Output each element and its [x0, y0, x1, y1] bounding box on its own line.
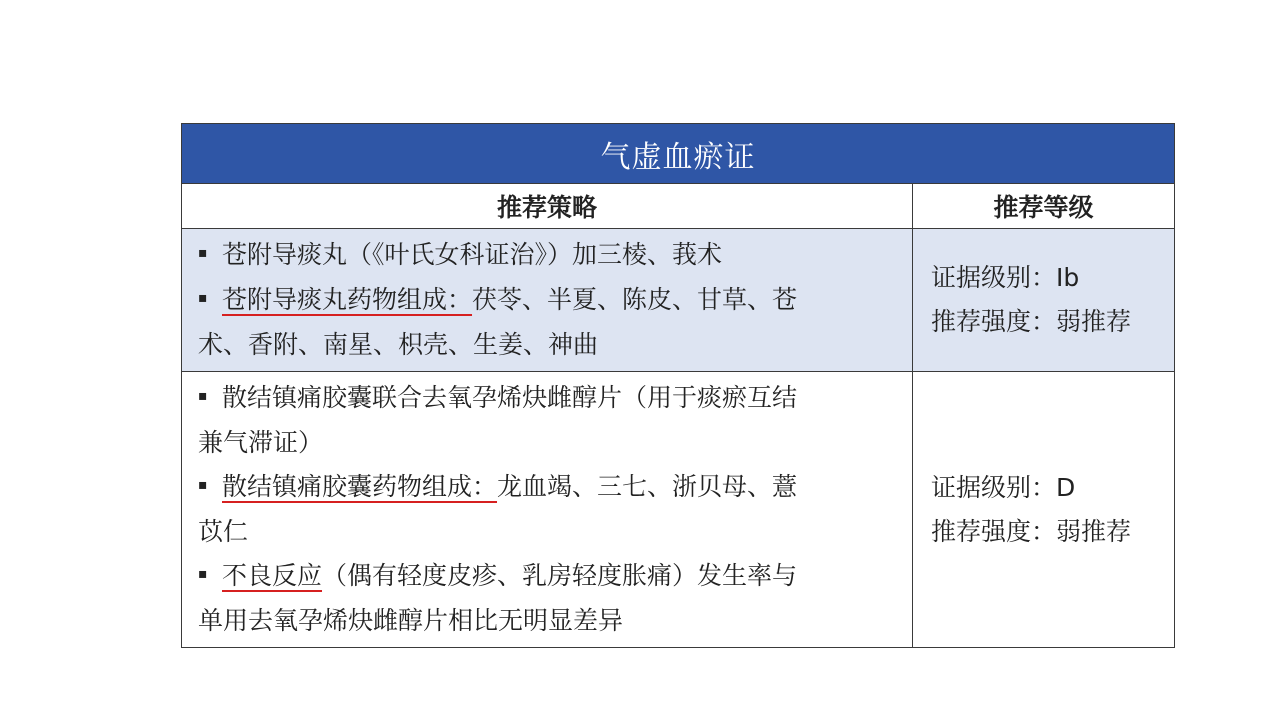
grade-cell — [913, 372, 1175, 648]
strategy-cell — [182, 229, 913, 372]
underlined-label: 散结镇痛胶囊药物组成： — [222, 472, 498, 501]
table-title: 气虚血瘀证 — [182, 124, 1175, 184]
recommendation-strength: 推荐强度：弱推荐 — [931, 307, 1132, 336]
list-item: ▪ 散结镇痛胶囊药物组成：龙血竭、三七、浙贝母、薏 — [198, 465, 900, 510]
bullet-icon: ▪ — [198, 566, 208, 582]
bullet-icon: ▪ — [198, 290, 208, 306]
list-item-continuation: 苡仁 — [198, 517, 249, 546]
header-strategy: 推荐策略 — [182, 184, 913, 229]
list-item-continuation: 术、香附、南星、枳壳、生姜、神曲 — [198, 330, 599, 359]
header-grade: 推荐等级 — [913, 184, 1175, 229]
bullet-icon: ▪ — [198, 477, 208, 493]
grade-cell — [913, 229, 1175, 372]
list-item: ▪ 散结镇痛胶囊联合去氧孕烯炔雌醇片（用于痰瘀互结 — [198, 376, 900, 421]
list-item: ▪ 苍附导痰丸药物组成：茯苓、半夏、陈皮、甘草、苍 — [198, 278, 900, 323]
evidence-level: 证据级别：Ⅰb — [931, 263, 1080, 292]
recommendation-table — [181, 123, 1175, 648]
bullet-icon: ▪ — [198, 245, 208, 261]
list-item: ▪ 不良反应（偶有轻度皮疹、乳房轻度胀痛）发生率与 — [198, 554, 900, 599]
underlined-label: 苍附导痰丸药物组成： — [222, 285, 473, 314]
table-row — [182, 229, 1175, 372]
list-item: ▪ 苍附导痰丸（《叶氏女科证治》）加三棱、莪术 — [198, 233, 900, 278]
evidence-level: 证据级别：D — [931, 472, 1076, 502]
underlined-label: 不良反应 — [222, 561, 323, 590]
recommendation-strength: 推荐强度：弱推荐 — [931, 516, 1132, 546]
list-item-continuation: 单用去氧孕烯炔雌醇片相比无明显差异 — [198, 606, 624, 635]
list-item-continuation: 兼气滞证） — [198, 428, 324, 457]
table-row — [182, 372, 1175, 648]
strategy-cell — [182, 372, 913, 648]
bullet-icon: ▪ — [198, 388, 208, 404]
